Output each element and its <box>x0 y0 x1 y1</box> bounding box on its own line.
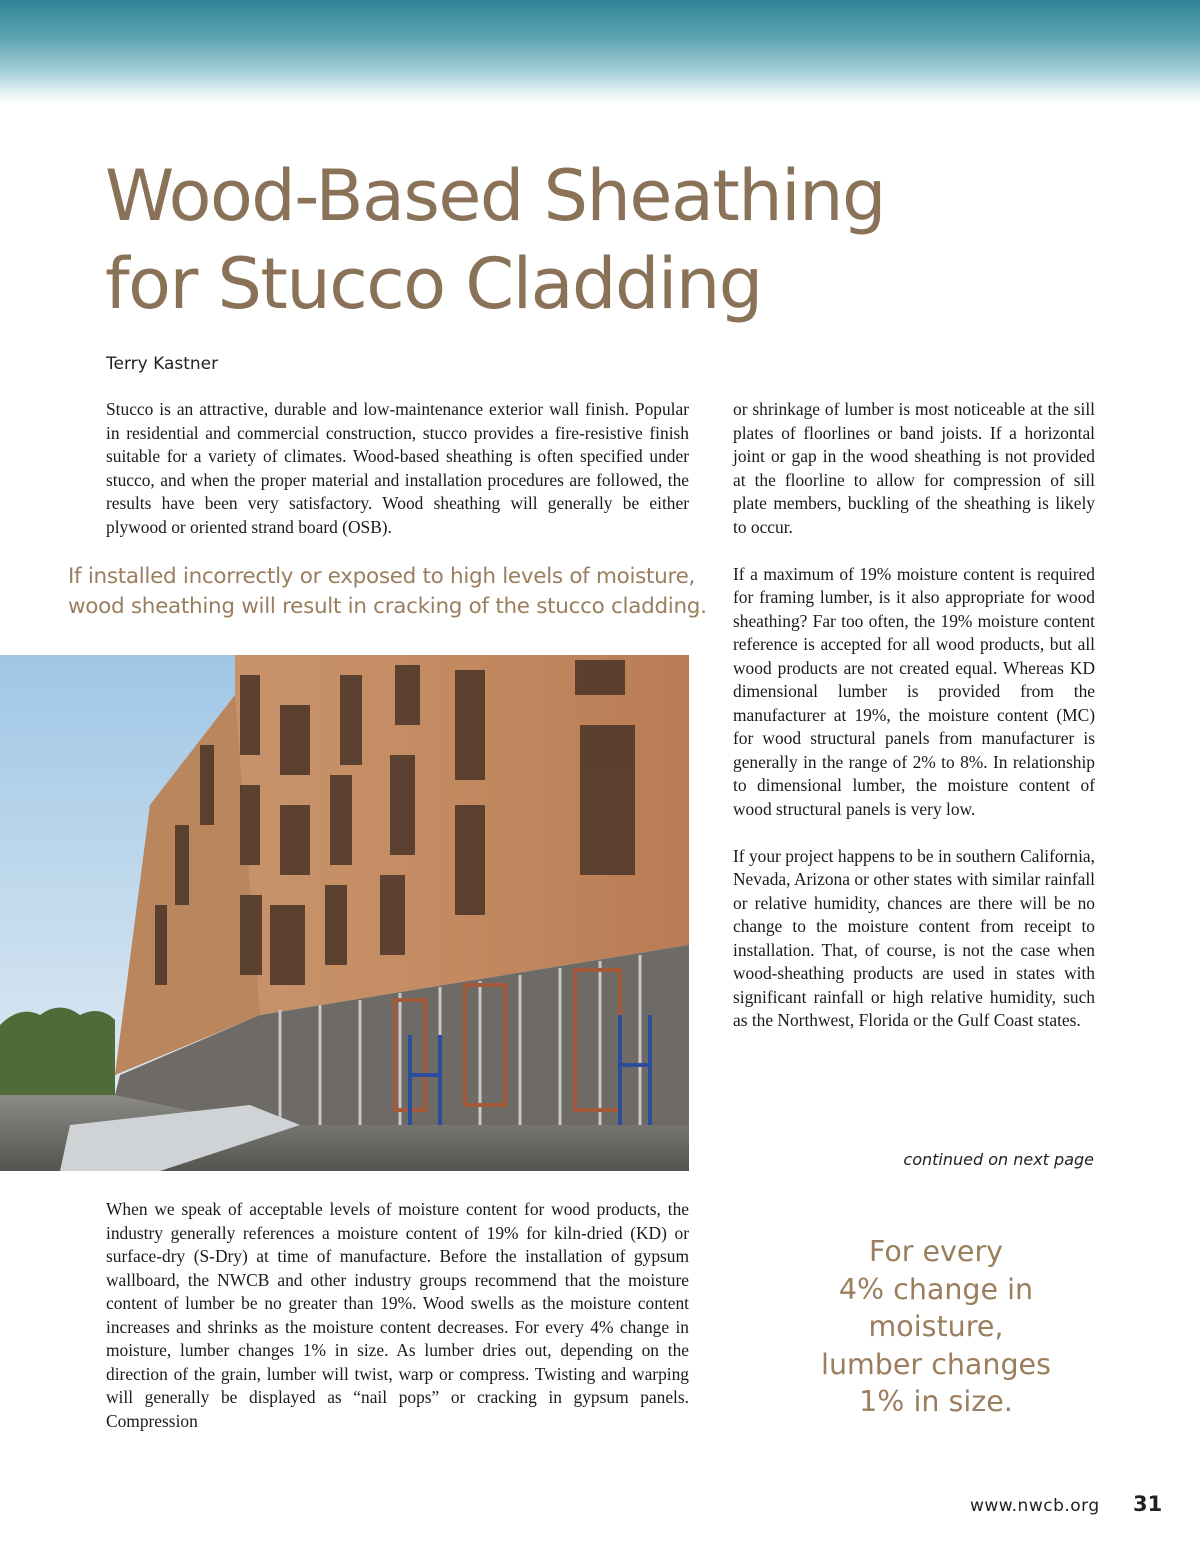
page-number: 31 <box>1133 1492 1163 1516</box>
lower-left-column <box>106 1198 689 1433</box>
pullquote-bottom-line: 1% in size. <box>859 1385 1013 1418</box>
pullquote-top <box>68 562 708 622</box>
title-line-1: Wood-Based Sheathing <box>105 155 885 237</box>
moisture-paragraph: When we speak of acceptable levels of moisture content for wood products, the industry generally references a moisture content of 19% for kiln-dried (KD) or surface-dry (S-Dry) at time of manufacture. Before the installation of gypsum wallboard, the NWCB and other industry groups recommend that the moisture content of lumber be no greater than 19%. Wood swells as the moisture content increases and shrinks as the moisture content decreases. For every 4% change in moisture, lumber changes 1% in size. As lumber dries out, depending on the direction of the grain, lumber will twist, warp or compress. Twisting and warping will generally be displayed as “nail pops” or cracking in gypsum panels. Compression <box>106 1199 689 1431</box>
pullquote-bottom-line: For every <box>868 1235 1004 1268</box>
right-paragraph-1: or shrinkage of lumber is most noticeable at the sill plates of floorlines or band joists. If a horizontal joint or gap in the wood sheathing is not provided at the floorline to allow for compression of sill plate members, buckling of the sheathing is likely to occur. <box>733 399 1095 537</box>
pullquote-top-line-1: If installed incorrectly or exposed to high levels of moisture, <box>68 564 696 589</box>
right-column <box>733 398 1095 1033</box>
intro-column <box>106 398 689 539</box>
right-paragraph-2: If a maximum of 19% moisture content is required for framing lumber, is it also appropriate for wood sheathing? Far too often, the 19% moisture content reference is accepted for all wood products, but all wood products are not created equal. Whereas KD dimensional lumber is provided from the manufacturer at 19%, the moisture content (MC) for wood structural panels from manufacturer is generally in the range of 2% to 8%. In relationship to dimensional lumber, the moisture content of wood structural panels is very low. <box>733 563 1095 819</box>
pullquote-top-line-2: wood sheathing will result in cracking of the stucco cladding. <box>68 594 707 619</box>
title-line-2: for Stucco Cladding <box>105 243 762 325</box>
header-banner <box>0 0 1200 104</box>
pullquote-bottom-line: 4% change in <box>838 1272 1034 1306</box>
construction-photo <box>0 655 689 1171</box>
pullquote-bottom-line: moisture, <box>868 1310 1004 1343</box>
intro-paragraph: Stucco is an attractive, durable and low-maintenance exterior wall finish. Popular in residential and commercial construction, stucco provides a fire-resistive finish suitable for a variety of climates. Wood-based sheathing is often specified under stucco, and when the proper material and installation procedures are followed, the results have been very satisfactory. Wood sheathing will generally be either plywood or oriented strand board (OSB). <box>106 399 689 537</box>
footer-url[interactable]: www.nwcb.org <box>970 1496 1100 1516</box>
continued-note: continued on next page <box>903 1150 1094 1169</box>
article-title <box>105 152 1105 328</box>
right-paragraph-3: If your project happens to be in southern California, Nevada, Arizona or other states with similar rainfall or relative humidity, chances are there will be no change to the moisture content from receipt to installation. That, of course, is not the case when wood-sheathing products are used in states with significant rainfall or high relative humidity, such as the Northwest, Florida or the Gulf Coast states. <box>733 845 1095 1030</box>
pullquote-bottom <box>780 1233 1092 1421</box>
author-byline: Terry Kastner <box>106 354 219 374</box>
pullquote-bottom-line: lumber changes <box>821 1347 1051 1381</box>
